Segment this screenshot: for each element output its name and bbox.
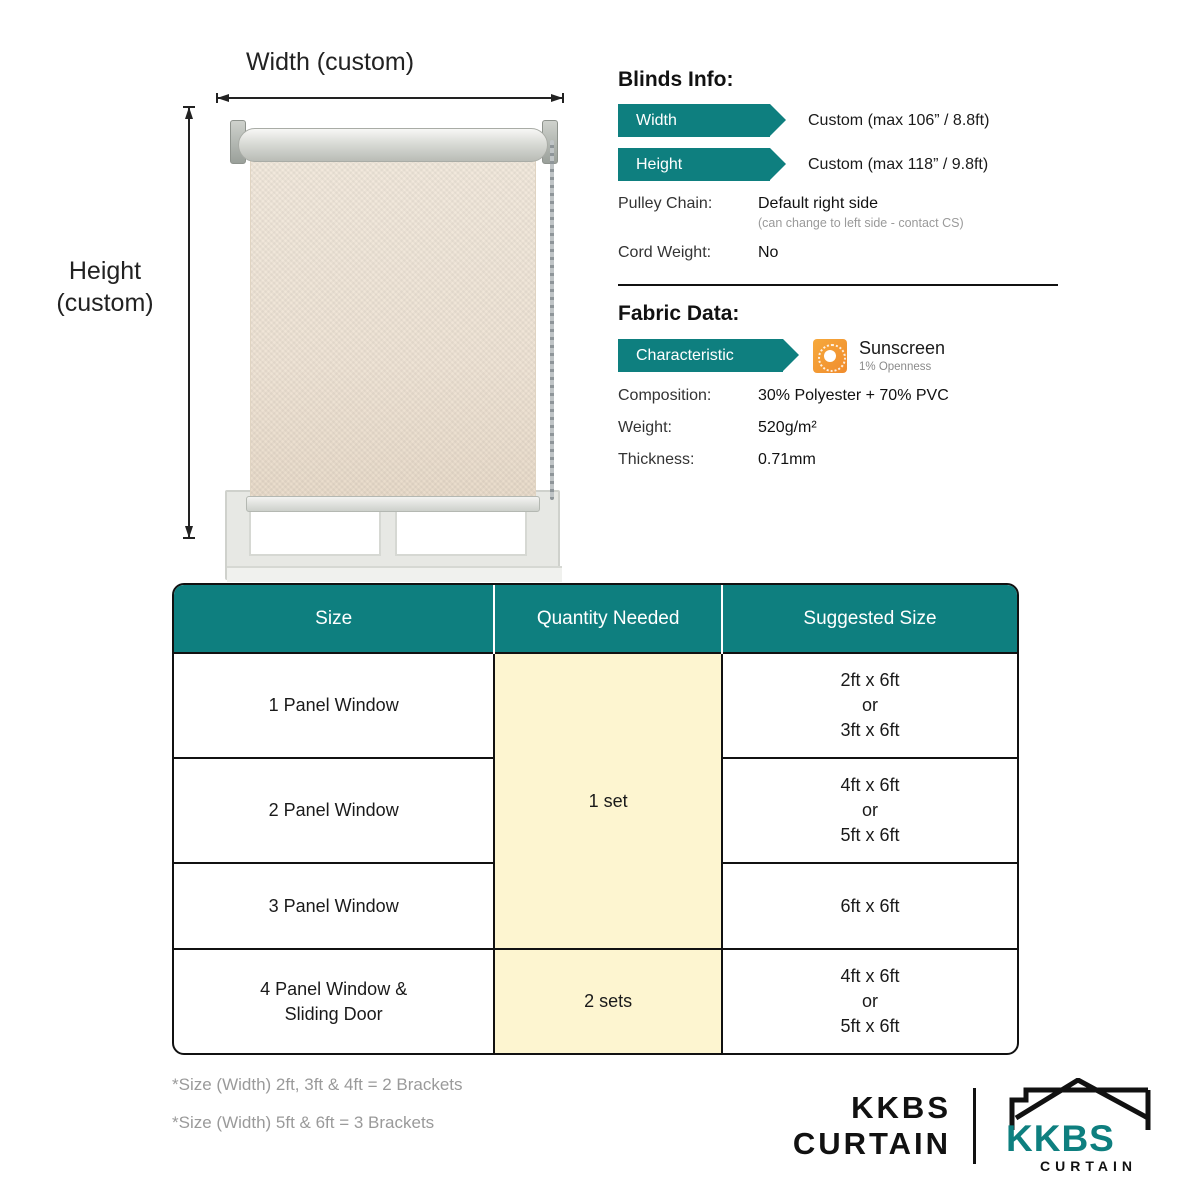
height-label-line1: Height [68, 257, 142, 285]
table-header-row [174, 585, 1017, 653]
row4-suggested-line2: 5ft x 6ft [840, 1016, 900, 1036]
table-row [174, 653, 1017, 758]
pulley-chain-note: (can change to left side - contact CS) [758, 216, 964, 230]
row1-suggested-line2: 3ft x 6ft [840, 720, 900, 740]
weight-value: 520g/m² [758, 419, 817, 436]
blinds-width-row [618, 104, 1088, 137]
row4-size-line1: 4 Panel Window & [260, 978, 408, 999]
row1-quantity: 1 set [494, 653, 722, 949]
pulley-chain-value: Default right side [758, 195, 879, 212]
blinds-info-title: Blinds Info: [618, 68, 734, 91]
thickness-row [618, 451, 1088, 469]
characteristic-tag: Characteristic [618, 339, 783, 372]
row1-suggested-size [722, 653, 1017, 758]
section-divider [618, 284, 1058, 286]
composition-value: 30% Polyester + 70% PVC [758, 387, 949, 404]
row2-size: 2 Panel Window [174, 758, 494, 863]
logo-sub-text: CURTAIN [1040, 1158, 1137, 1174]
blind-bottom-bar [246, 496, 540, 512]
size-guide-table [172, 583, 1019, 1055]
row1-size: 1 Panel Window [174, 653, 494, 758]
blinds-height-tag: Height [618, 148, 770, 181]
row3-size: 3 Panel Window [174, 863, 494, 949]
row4-quantity: 2 sets [494, 949, 722, 1053]
blind-headrail [238, 128, 548, 162]
fabric-data-title: Fabric Data: [618, 302, 740, 325]
row2-suggested-line1: 4ft x 6ft [840, 775, 900, 795]
footnotes [172, 1066, 463, 1142]
footnote-1: *Size (Width) 2ft, 3ft & 4ft = 2 Brackets [172, 1075, 463, 1094]
sunscreen-icon [813, 339, 847, 373]
cord-weight-label: Cord Weight: [618, 244, 712, 261]
blinds-width-value: Custom (max 106” / 8.8ft) [808, 111, 990, 129]
row4-size-line2: Sliding Door [284, 1003, 383, 1024]
row4-suggested-or: or [861, 991, 878, 1011]
height-dimension-label [10, 255, 200, 319]
header-size: Size [174, 585, 494, 653]
blinds-width-tag: Width [618, 104, 770, 137]
weight-label: Weight: [618, 419, 672, 436]
blinds-height-row [618, 148, 1088, 181]
height-label-line2: (custom) [56, 289, 154, 317]
thickness-label: Thickness: [618, 451, 695, 468]
pulley-chain-label: Pulley Chain: [618, 195, 713, 212]
row1-suggested-or: or [861, 695, 878, 715]
logo-main-text: KKBS [1006, 1118, 1115, 1159]
width-dimension-label: Width (custom) [245, 48, 415, 76]
characteristic-name: Sunscreen [859, 338, 946, 358]
row4-size [174, 949, 494, 1053]
header-quantity: Quantity Needed [494, 585, 722, 653]
row3-suggested-size: 6ft x 6ft [722, 863, 1017, 949]
pulley-chain-row [618, 195, 1088, 230]
brand-name-line1: KKBS [851, 1090, 951, 1125]
row4-suggested-size [722, 949, 1017, 1053]
pulley-chain [550, 140, 554, 500]
height-dimension-arrow [182, 105, 196, 540]
row4-suggested-line1: 4ft x 6ft [840, 966, 900, 986]
table-row [174, 949, 1017, 1053]
row2-suggested-line2: 5ft x 6ft [840, 825, 900, 845]
row2-suggested-or: or [861, 800, 878, 820]
blinds-height-value: Custom (max 118” / 9.8ft) [808, 155, 989, 173]
kkbs-logo [998, 1078, 1170, 1174]
weight-row [618, 419, 1088, 437]
blind-fabric [250, 155, 536, 500]
cord-weight-value: No [758, 244, 779, 261]
brand-footer [793, 1078, 1170, 1174]
row1-suggested-line1: 2ft x 6ft [840, 670, 900, 690]
row2-suggested-size [722, 758, 1017, 863]
header-suggested-size: Suggested Size [722, 585, 1017, 653]
brand-name [793, 1090, 951, 1162]
info-panel [618, 68, 1088, 469]
characteristic-openness: 1% Openness [859, 361, 932, 373]
blind-diagram [56, 40, 590, 560]
footnote-2: *Size (Width) 5ft & 6ft = 3 Brackets [172, 1113, 435, 1132]
brand-separator [973, 1088, 976, 1164]
composition-label: Composition: [618, 387, 712, 404]
characteristic-row [618, 338, 1088, 373]
roller-blind-illustration [220, 100, 565, 580]
cord-weight-row [618, 244, 1088, 262]
composition-row [618, 387, 1088, 405]
thickness-value: 0.71mm [758, 451, 816, 468]
brand-name-line2: CURTAIN [792, 1126, 951, 1161]
window-sill [227, 566, 562, 582]
